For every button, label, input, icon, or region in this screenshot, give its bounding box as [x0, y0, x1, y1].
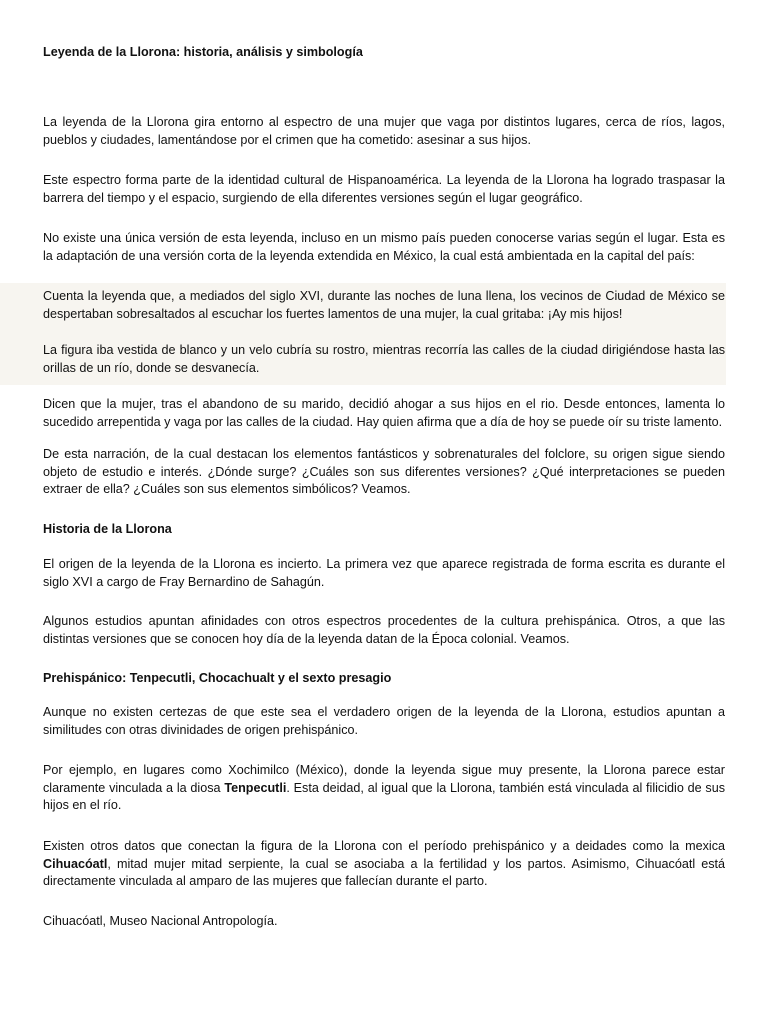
paragraph-identity: Este espectro forma parte de la identidad cultural de Hispanoamérica. La leyenda de la Llorona ha logrado traspasar la barrera del tiempo y el espacio, surgiendo de ella diferentes versiones según el lugar geográfico.	[43, 173, 725, 205]
paragraph-xochimilco	[43, 762, 725, 815]
image-caption: Cihuacóatl, Museo Nacional Antropología.	[43, 914, 278, 928]
paragraph-studies: Algunos estudios apuntan afinidades con otros espectros procedentes de la cultura prehispánica. Otros, a que las distintas versiones que se conocen hoy día de la leyenda datan de la Época colonial. Veamos.	[43, 614, 725, 646]
paragraph-legend-2: La figura iba vestida de blanco y un velo cubría su rostro, mientras recorría las calles de la ciudad dirigiéndose hasta las orillas de un río, donde se desvanecía.	[43, 343, 725, 375]
paragraph-legend-3: Dicen que la mujer, tras el abandono de su marido, decidió ahogar a sus hijos en el rio. Desde entonces, lamenta lo sucedido arrepentida y vaga por las calles de la ciudad. Hay quien afirma que a día de hoy se puede oír su triste lamento.	[43, 397, 725, 429]
paragraph-cihuacoatl	[43, 838, 725, 891]
section-heading-prehispanico: Prehispánico: Tenpecutli, Chocachualt y el sexto presagio	[43, 671, 392, 685]
paragraph-legend-1: Cuenta la leyenda que, a mediados del siglo XVI, durante las noches de luna llena, los vecinos de Ciudad de México se despertaban sobresaltados al escuchar los fuertes lamentos de una mujer, la cual gritaba: ¡Ay mis hijos!	[43, 289, 725, 321]
paragraph-versions: No existe una única versión de esta leyenda, incluso en un mismo país pueden conocerse varias según el lugar. Esta es la adaptación de una versión corta de la leyenda extendida en México, la cual está ambientada en la capital del país:	[43, 231, 725, 263]
section-heading-historia: Historia de la Llorona	[43, 522, 172, 536]
paragraph-certainty: Aunque no existen certezas de que este sea el verdadero origen de la leyenda de la Llorona, estudios apuntan a similitudes con otras divinidades de origen prehispánico.	[43, 705, 725, 737]
paragraph-intro: La leyenda de la Llorona gira entorno al espectro de una mujer que vaga por distintos lugares, cerca de ríos, lagos, pueblos y ciudades, lamentándose por el crimen que ha cometido: asesinar a sus hijos.	[43, 115, 725, 147]
term-tenpecutli: Tenpecutli	[224, 780, 287, 795]
paragraph-xochimilco-text-end: . Esta deidad, al igual que la Llorona, también está vinculada al filicidio de sus hijos en el río.	[43, 780, 725, 813]
paragraph-cihuacoatl-text: Existen otros datos que conectan la figura de la Llorona con el período prehispánico y a deidades como la mexica	[43, 839, 725, 853]
paragraph-origin: El origen de la leyenda de la Llorona es incierto. La primera vez que aparece registrada de forma escrita es durante el siglo XVI a cargo de Fray Bernardino de Sahagún.	[43, 557, 725, 589]
paragraph-xochimilco-text: Por ejemplo, en lugares como Xochimilco (México), donde la leyenda sigue muy presente, la Llorona parece estar claramente vinculada a la diosa	[43, 763, 725, 795]
paragraph-cihuacoatl-text-end: , mitad mujer mitad serpiente, la cual se asociaba a la fertilidad y los partos. Asimismo, Cihuacóatl está directamente vinculada al amparo de las mujeres que fallecían durante el parto.	[43, 856, 725, 889]
paragraph-narration: De esta narración, de la cual destacan los elementos fantásticos y sobrenaturales del folclore, su origen sigue siendo objeto de estudio e interés. ¿Dónde surge? ¿Cuáles son sus diferentes versiones? ¿Qué interpretaciones se pueden extraer de ella? ¿Cuáles son sus elementos simbólicos? Veamos.	[43, 447, 725, 497]
document-title: Leyenda de la Llorona: historia, análisis y simbología	[43, 45, 363, 59]
term-cihuacoatl: Cihuacóatl	[43, 856, 108, 871]
